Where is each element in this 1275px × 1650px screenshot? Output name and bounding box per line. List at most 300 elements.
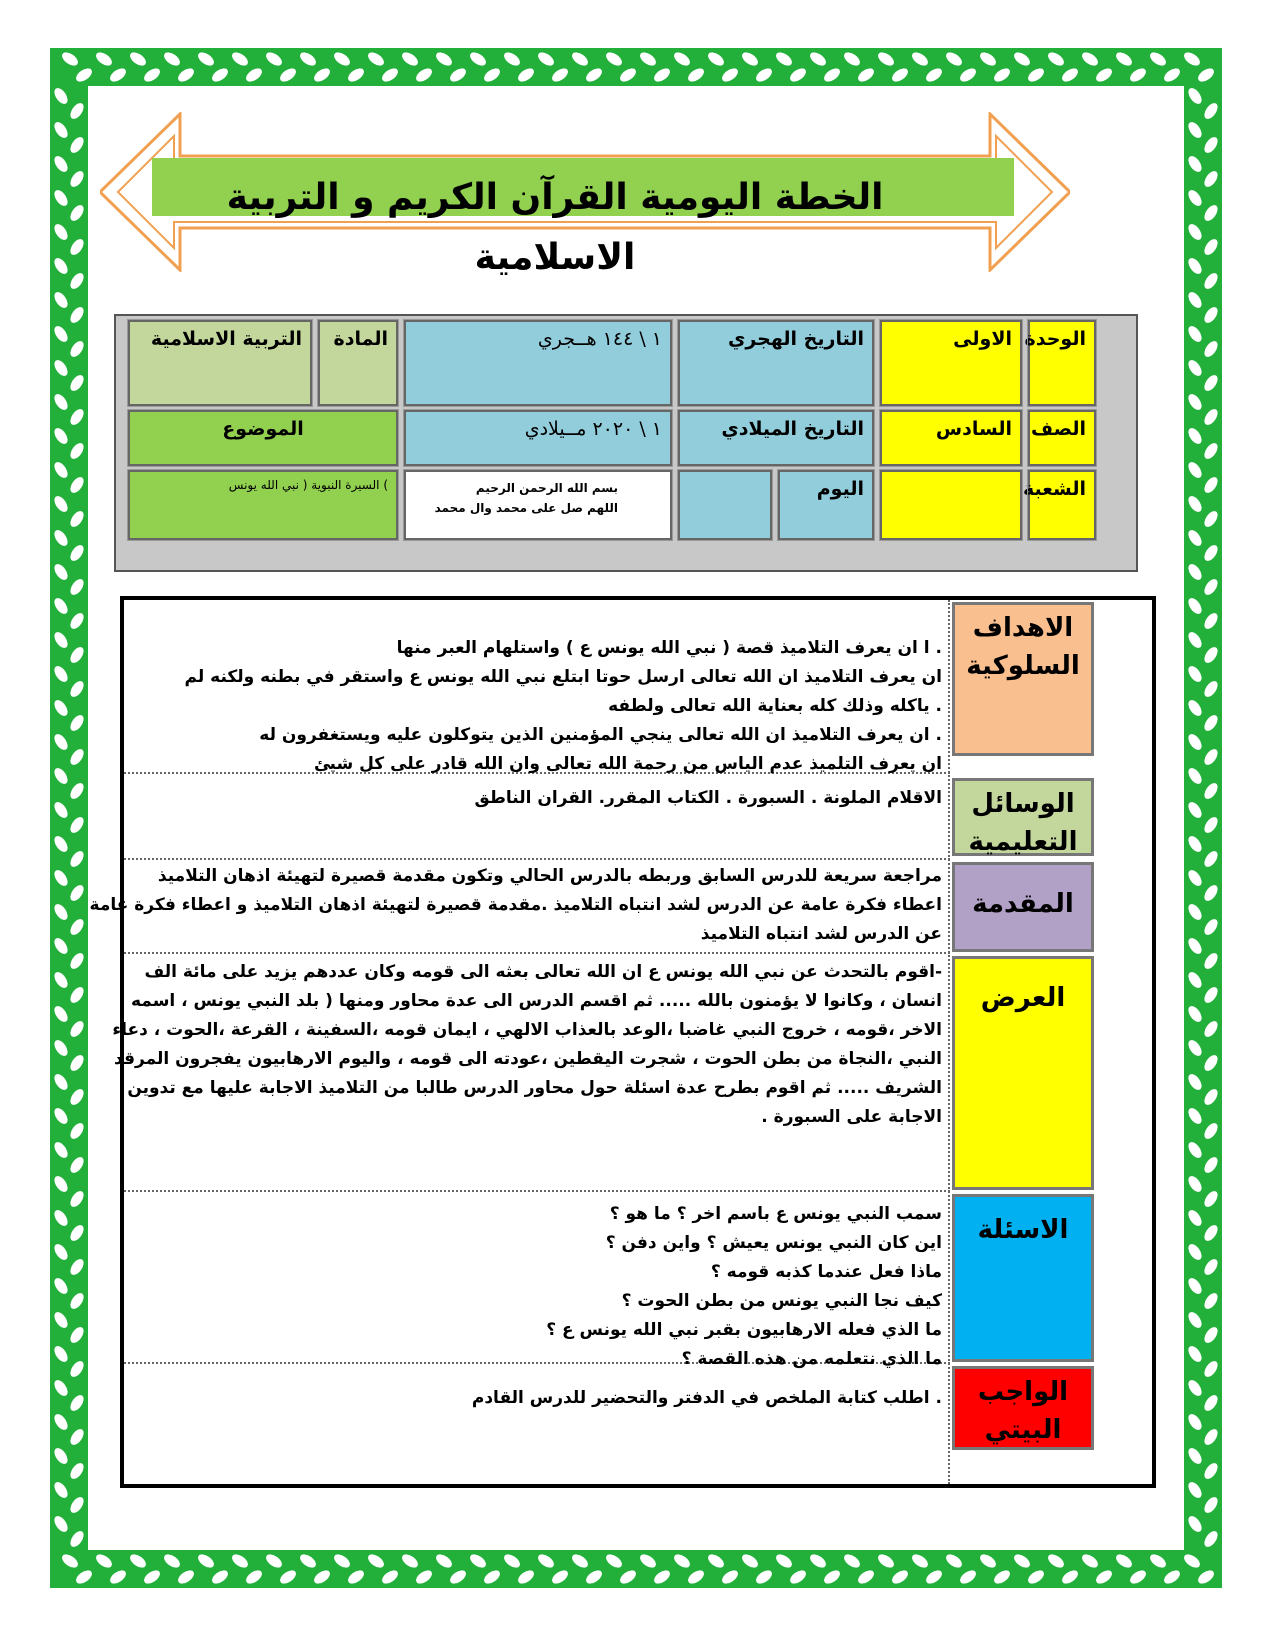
day-label: اليوم (778, 470, 874, 540)
leaf-ornament (52, 1208, 71, 1228)
leaf-ornament (842, 50, 862, 69)
leaf-ornament (1186, 1072, 1205, 1092)
leaf-ornament (230, 50, 250, 69)
leaf-ornament (244, 1568, 264, 1587)
leaf-ornament (1202, 1223, 1221, 1243)
leaf-ornament (68, 101, 87, 121)
leaf-ornament (584, 1568, 604, 1587)
intro-line: مراجعة سريعة للدرس السابق وربطه بالدرس الحالي وتكون مقدمة قصيرة لتهيئة اذهان التلاميذ (157, 866, 942, 886)
leaf-ornament (1202, 203, 1221, 223)
presentation-line: الاجابة على السبورة . (761, 1107, 942, 1127)
leaf-ornament (1186, 1106, 1205, 1126)
leaf-ornament (468, 1552, 488, 1571)
leaf-ornament (68, 747, 87, 767)
leaf-ornament (1202, 509, 1221, 529)
leaf-ornament (400, 50, 420, 69)
leaf-ornament (68, 1121, 87, 1141)
leaf-ornament (52, 256, 71, 276)
leaf-ornament (1202, 1053, 1221, 1073)
basmala-cell (404, 470, 672, 540)
leaf-ornament (68, 781, 87, 801)
leaf-ornament (94, 50, 114, 69)
leaf-ornament (1186, 766, 1205, 786)
leaf-ornament (1186, 1208, 1205, 1228)
leaf-ornament (638, 1552, 658, 1571)
leaf-ornament (1186, 86, 1205, 106)
leaf-ornament (482, 1568, 502, 1587)
leaf-ornament (1186, 324, 1205, 344)
leaf-ornament (380, 1568, 400, 1587)
leaf-ornament (52, 120, 71, 140)
basmala: بسم الله الرحمن الرحيم (475, 481, 618, 495)
leaf-ornament (774, 1552, 794, 1571)
objective-line: ان يعرف التلميذ عدم الياس من رحمة الله تعالى وان الله قادر على كل شيئ (313, 754, 942, 774)
questions-label: الاسئلة (952, 1194, 1094, 1362)
leaf-ornament (1080, 50, 1100, 69)
leaf-ornament (298, 1552, 318, 1571)
leaf-ornament (60, 50, 80, 69)
leaf-ornament (808, 1552, 828, 1571)
leaf-ornament (1114, 50, 1134, 69)
leaf-ornament (346, 66, 366, 85)
leaf-ornament (298, 50, 318, 69)
leaf-ornament (740, 50, 760, 69)
leaf-ornament (52, 86, 71, 106)
leaf-ornament (52, 188, 71, 208)
leaf-ornament (1202, 1529, 1221, 1549)
leaf-ornament (68, 577, 87, 597)
leaf-ornament (68, 1325, 87, 1345)
leaf-ornament (992, 66, 1012, 85)
leaf-ornament (468, 50, 488, 69)
leaf-ornament (52, 562, 71, 582)
leaf-ornament (68, 1019, 87, 1039)
leaf-ornament (52, 324, 71, 344)
leaf-ornament (1202, 101, 1221, 121)
presentation-line: الاخر ،قومه ، خروج النبي غاضبا ،الوعد بالعذاب الالهي ، ايمان قومه ،السفينة ، القرعة ،الحوت ، دعاء (112, 1020, 942, 1040)
salawat: اللهم صل على محمد وال محمد (434, 501, 618, 515)
leaf-ornament (68, 1053, 87, 1073)
objectives-label: الاهداف السلوكية (952, 602, 1094, 756)
leaf-ornament (52, 426, 71, 446)
leaf-ornament (1186, 936, 1205, 956)
leaf-ornament (52, 596, 71, 616)
leaf-ornament (1060, 66, 1080, 85)
leaf-ornament (1182, 50, 1202, 69)
leaf-ornament (68, 883, 87, 903)
objective-line: . ياكله وذلك كله بعناية الله تعالى ولطفه (608, 696, 942, 716)
leaf-ornament (1202, 271, 1221, 291)
leaf-ornament (68, 373, 87, 393)
presentation-line: -اقوم بالتحدث عن نبي الله يونس ع ان الله تعالى بعثه الى قومه وكان عددهم يزيد على مائة الف (144, 962, 942, 982)
leaf-ornament (1202, 1393, 1221, 1413)
leaf-ornament (332, 50, 352, 69)
leaf-ornament (68, 645, 87, 665)
questions-content (134, 1200, 942, 1374)
leaf-ornament (754, 66, 774, 85)
intro-line: عن الدرس لشد انتباه التلاميذ (700, 924, 942, 944)
leaf-ornament (68, 611, 87, 631)
leaf-ornament (842, 1552, 862, 1571)
leaf-ornament (1202, 237, 1221, 257)
leaf-ornament (1202, 1155, 1221, 1175)
leaf-ornament (774, 50, 794, 69)
leaf-ornament (52, 970, 71, 990)
leaf-ornament (52, 1174, 71, 1194)
leaf-ornament (1046, 50, 1066, 69)
leaf-ornament (68, 951, 87, 971)
leaf-ornament (52, 766, 71, 786)
leaf-ornament (1186, 1514, 1205, 1534)
leaf-ornament (278, 66, 298, 85)
intro-line: اعطاء فكرة عامة عن الدرس لشد انتباه التلاميذ .مقدمة قصيرة لتهيئة اذهان التلاميذ و اعطاء فكرة عامة (89, 895, 942, 915)
leaf-ornament (1046, 1552, 1066, 1571)
leaf-ornament (978, 50, 998, 69)
leaf-ornament (482, 66, 502, 85)
row-divider (124, 1190, 950, 1192)
leaf-ornament (672, 50, 692, 69)
leaf-ornament (652, 1568, 672, 1587)
leaf-ornament (910, 1552, 930, 1571)
leaf-ornament (1202, 1291, 1221, 1311)
leaf-ornament (876, 1552, 896, 1571)
leaf-ornament (346, 1568, 366, 1587)
leaf-ornament (876, 50, 896, 69)
leaf-ornament (1186, 426, 1205, 446)
leaf-ornament (924, 1568, 944, 1587)
leaf-ornament (230, 1552, 250, 1571)
leaf-ornament (1202, 1087, 1221, 1107)
leaf-ornament (52, 392, 71, 412)
leaf-ornament (516, 66, 536, 85)
leaf-ornament (52, 1344, 71, 1364)
leaf-ornament (1186, 970, 1205, 990)
leaf-ornament (570, 50, 590, 69)
leaf-ornament (686, 66, 706, 85)
leaf-ornament (1148, 50, 1168, 69)
leaf-ornament (108, 1568, 128, 1587)
leaf-ornament (52, 800, 71, 820)
leaf-ornament (434, 1552, 454, 1571)
leaf-ornament (68, 1291, 87, 1311)
leaf-ornament (1186, 1242, 1205, 1262)
leaf-ornament (1202, 441, 1221, 461)
leaf-ornament (68, 135, 87, 155)
leaf-ornament (400, 1552, 420, 1571)
leaf-ornament (1186, 1412, 1205, 1432)
leaf-ornament (1202, 679, 1221, 699)
leaf-ornament (958, 66, 978, 85)
question-line: ما الذي فعله الارهابيون بقبر نبي الله يونس ع ؟ (546, 1320, 942, 1340)
leaf-ornament (52, 732, 71, 752)
leaf-ornament (68, 237, 87, 257)
leaf-ornament (68, 169, 87, 189)
leaf-ornament (52, 1072, 71, 1092)
leaf-ornament (1186, 256, 1205, 276)
leaf-ornament (52, 358, 71, 378)
leaf-ornament (162, 1552, 182, 1571)
leaf-ornament (992, 1568, 1012, 1587)
introduction-label: المقدمة (952, 862, 1094, 952)
leaf-ornament (1186, 358, 1205, 378)
leaf-ornament (1186, 834, 1205, 854)
class-label: الصف (1028, 410, 1096, 466)
leaf-ornament (1202, 1325, 1221, 1345)
leaf-ornament (52, 698, 71, 718)
leaf-ornament (944, 1552, 964, 1571)
leaf-ornament (822, 66, 842, 85)
leaf-ornament (1128, 1568, 1148, 1587)
leaf-ornament (142, 66, 162, 85)
leaf-ornament (502, 50, 522, 69)
question-line: كيف نجا النبي يونس من بطن الحوت ؟ (621, 1291, 942, 1311)
leaf-ornament (1186, 494, 1205, 514)
column-divider (948, 600, 950, 1484)
leaf-ornament (68, 339, 87, 359)
leaf-ornament (1186, 664, 1205, 684)
leaf-ornament (52, 1310, 71, 1330)
leaf-ornament (1202, 1121, 1221, 1141)
leaf-ornament (720, 1568, 740, 1587)
leaf-ornament (516, 1568, 536, 1587)
leaf-ornament (380, 66, 400, 85)
row-divider (124, 952, 950, 954)
leaf-ornament (1186, 596, 1205, 616)
leaf-ornament (856, 66, 876, 85)
leaf-ornament (604, 50, 624, 69)
leaf-ornament (68, 203, 87, 223)
leaf-ornament (60, 1552, 80, 1571)
leaf-ornament (1202, 1189, 1221, 1209)
leaf-ornament (94, 1552, 114, 1571)
presentation-line: النبي ،النجاة من بطن الحوت ، شجرت اليقطين ،عودته الى قومه ، واليوم الارهابيون يفجرون المرقد (114, 1049, 942, 1069)
leaf-ornament (52, 936, 71, 956)
leaf-ornament (196, 50, 216, 69)
page-title: الخطة اليومية القرآن الكريم و التربية الاسلامية (226, 177, 884, 278)
leaf-ornament (52, 460, 71, 480)
leaf-ornament (414, 1568, 434, 1587)
leaf-ornament (74, 1568, 94, 1587)
leaf-ornament (1186, 1344, 1205, 1364)
leaf-ornament (68, 1257, 87, 1277)
leaf-ornament (176, 1568, 196, 1587)
leaf-ornament (570, 1552, 590, 1571)
objective-line: . ان يعرف التلاميذ ان الله تعالى ينجي المؤمنين الذين يتوكلون عليه ويستغفرون له (259, 725, 942, 745)
leaf-ornament (68, 475, 87, 495)
leaf-ornament (1186, 698, 1205, 718)
leaf-ornament (1186, 1310, 1205, 1330)
leaf-ornament (808, 50, 828, 69)
leaf-ornament (1202, 1257, 1221, 1277)
leaf-ornament (68, 849, 87, 869)
leaf-ornament (1186, 868, 1205, 888)
aids-content (134, 784, 942, 813)
leaf-ornament (52, 154, 71, 174)
leaf-ornament (1202, 1461, 1221, 1481)
leaf-ornament (1202, 339, 1221, 359)
leaf-ornament (1186, 630, 1205, 650)
leaf-ornament (1186, 1446, 1205, 1466)
leaf-ornament (52, 222, 71, 242)
leaf-ornament (978, 1552, 998, 1571)
leaf-ornament (162, 50, 182, 69)
leaf-ornament (68, 305, 87, 325)
leaf-ornament (550, 66, 570, 85)
objectives-content (134, 634, 942, 779)
leaf-ornament (74, 66, 94, 85)
introduction-content (89, 862, 942, 949)
leaf-ornament (1202, 1019, 1221, 1039)
leaf-ornament (856, 1568, 876, 1587)
unit-value: الاولى (880, 320, 1022, 406)
leaf-ornament (68, 917, 87, 937)
leaf-ornament (1202, 373, 1221, 393)
leaf-ornament (414, 66, 434, 85)
day-value (678, 470, 772, 540)
leaf-ornament (448, 1568, 468, 1587)
leaf-ornament (52, 290, 71, 310)
leaf-ornament (958, 1568, 978, 1587)
leaf-ornament (1202, 713, 1221, 733)
leaf-ornament (128, 1552, 148, 1571)
leaf-ornament (68, 1155, 87, 1175)
leaf-ornament (52, 528, 71, 548)
leaf-ornament (672, 1552, 692, 1571)
leaf-ornament (1094, 1568, 1114, 1587)
leaf-ornament (1202, 917, 1221, 937)
question-line: سمب النبي يونس ع باسم اخر ؟ ما هو ؟ (609, 1204, 942, 1224)
leaf-ornament (1202, 1427, 1221, 1447)
leaf-ornament (618, 66, 638, 85)
leaf-ornament (264, 50, 284, 69)
leaf-ornament (890, 66, 910, 85)
objective-line: . ا ان يعرف التلاميذ قصة ( نبي الله يونس ع ) واستلهام العبر منها (396, 638, 942, 658)
objective-line: ان يعرف التلاميذ ان الله تعالى ارسل حوتا ابتلع نبي الله يونس ع واستقر في بطنه ولكنه لم (184, 667, 942, 687)
leaf-ornament (536, 50, 556, 69)
presentation-label: العرض (952, 956, 1094, 1190)
leaf-ornament (68, 407, 87, 427)
leaf-ornament (1162, 1568, 1182, 1587)
leaf-ornament (788, 1568, 808, 1587)
gregorian-date-value: ١ \ ٢٠٢٠ مــيلادي (404, 410, 672, 466)
leaf-ornament (68, 713, 87, 733)
leaf-ornament (584, 66, 604, 85)
leaf-ornament (52, 1004, 71, 1024)
leaf-ornament (210, 1568, 230, 1587)
leaf-ornament (1202, 169, 1221, 189)
leaf-ornament (448, 66, 468, 85)
leaf-ornament (652, 66, 672, 85)
leaf-ornament (68, 1087, 87, 1107)
question-line: ماذا فعل عندما كذبه قومه ؟ (710, 1262, 942, 1282)
gregorian-date-label: التاريخ الميلادي (678, 410, 874, 466)
hijri-date-value: ١ \ ١٤٤ هــجري (404, 320, 672, 406)
leaf-ornament (1186, 1378, 1205, 1398)
section-label: الشعبة (1028, 470, 1096, 540)
presentation-line: انسان ، وكانوا لا يؤمنون بالله ..... ثم اقسم الدرس الى عدة محاور ومنها ( بلد النبي يونس ، اسمه (130, 991, 942, 1011)
leaf-ornament (1196, 66, 1216, 85)
leaf-ornament (52, 1140, 71, 1160)
leaf-ornament (822, 1568, 842, 1587)
leaf-ornament (142, 1568, 162, 1587)
leaf-ornament (1186, 562, 1205, 582)
leaf-ornament (1202, 951, 1221, 971)
leaf-ornament (1186, 1140, 1205, 1160)
leaf-ornament (1186, 800, 1205, 820)
leaf-ornament (1012, 50, 1032, 69)
leaf-ornament (68, 509, 87, 529)
leaf-ornament (68, 679, 87, 699)
leaf-ornament (1202, 305, 1221, 325)
leaf-ornament (1012, 1552, 1032, 1571)
hijri-date-label: التاريخ الهجري (678, 320, 874, 406)
leaf-ornament (52, 868, 71, 888)
leaf-ornament (1202, 985, 1221, 1005)
leaf-ornament (1182, 1552, 1202, 1571)
row-divider (124, 858, 950, 860)
leaf-ornament (890, 1568, 910, 1587)
leaf-ornament (176, 66, 196, 85)
leaf-ornament (1202, 577, 1221, 597)
leaf-ornament (536, 1552, 556, 1571)
leaf-ornament (68, 1393, 87, 1413)
class-value: السادس (880, 410, 1022, 466)
leaf-ornament (1186, 732, 1205, 752)
leaf-ornament (910, 50, 930, 69)
subject-label: المادة (318, 320, 398, 406)
leaf-ornament (52, 1480, 71, 1500)
leaf-ornament (1186, 460, 1205, 480)
leaf-ornament (1202, 407, 1221, 427)
leaf-ornament (706, 50, 726, 69)
leaf-ornament (128, 50, 148, 69)
lesson-plan-table (89, 596, 1156, 1488)
leaf-ornament (1202, 611, 1221, 631)
leaf-ornament (1186, 1038, 1205, 1058)
leaf-ornament (68, 1359, 87, 1379)
leaf-ornament (68, 1495, 87, 1515)
leaf-ornament (52, 1276, 71, 1296)
leaf-ornament (1186, 222, 1205, 242)
leaf-ornament (1202, 815, 1221, 835)
leaf-ornament (68, 1189, 87, 1209)
leaf-ornament (312, 66, 332, 85)
unit-label: الوحدة (1028, 320, 1096, 406)
leaf-ornament (1094, 66, 1114, 85)
homework-content (134, 1384, 942, 1413)
leaf-ornament (1202, 135, 1221, 155)
leaf-ornament (740, 1552, 760, 1571)
leaf-ornament (1186, 154, 1205, 174)
leaf-ornament (52, 1242, 71, 1262)
aids-line: الاقلام الملونة . السبورة . الكتاب المقرر. القران الناطق (474, 788, 942, 808)
leaf-ornament (754, 1568, 774, 1587)
leaf-ornament (502, 1552, 522, 1571)
leaf-ornament (366, 50, 386, 69)
leaf-ornament (604, 1552, 624, 1571)
leaf-ornament (332, 1552, 352, 1571)
presentation-line: الشريف ..... ثم اقوم بطرح عدة اسئلة حول محاور الدرس طالبا من التلاميذ الاجابة عليها مع تدوين (127, 1078, 942, 1098)
leaf-ornament (1186, 1004, 1205, 1024)
leaf-ornament (68, 1461, 87, 1481)
leaf-ornament (1186, 528, 1205, 548)
header-table (114, 314, 1138, 572)
leaf-ornament (52, 664, 71, 684)
leaf-ornament (52, 1412, 71, 1432)
leaf-ornament (1186, 290, 1205, 310)
leaf-ornament (686, 1568, 706, 1587)
question-line: ما الذي نتعلمه من هذه القصة ؟ (681, 1349, 942, 1369)
